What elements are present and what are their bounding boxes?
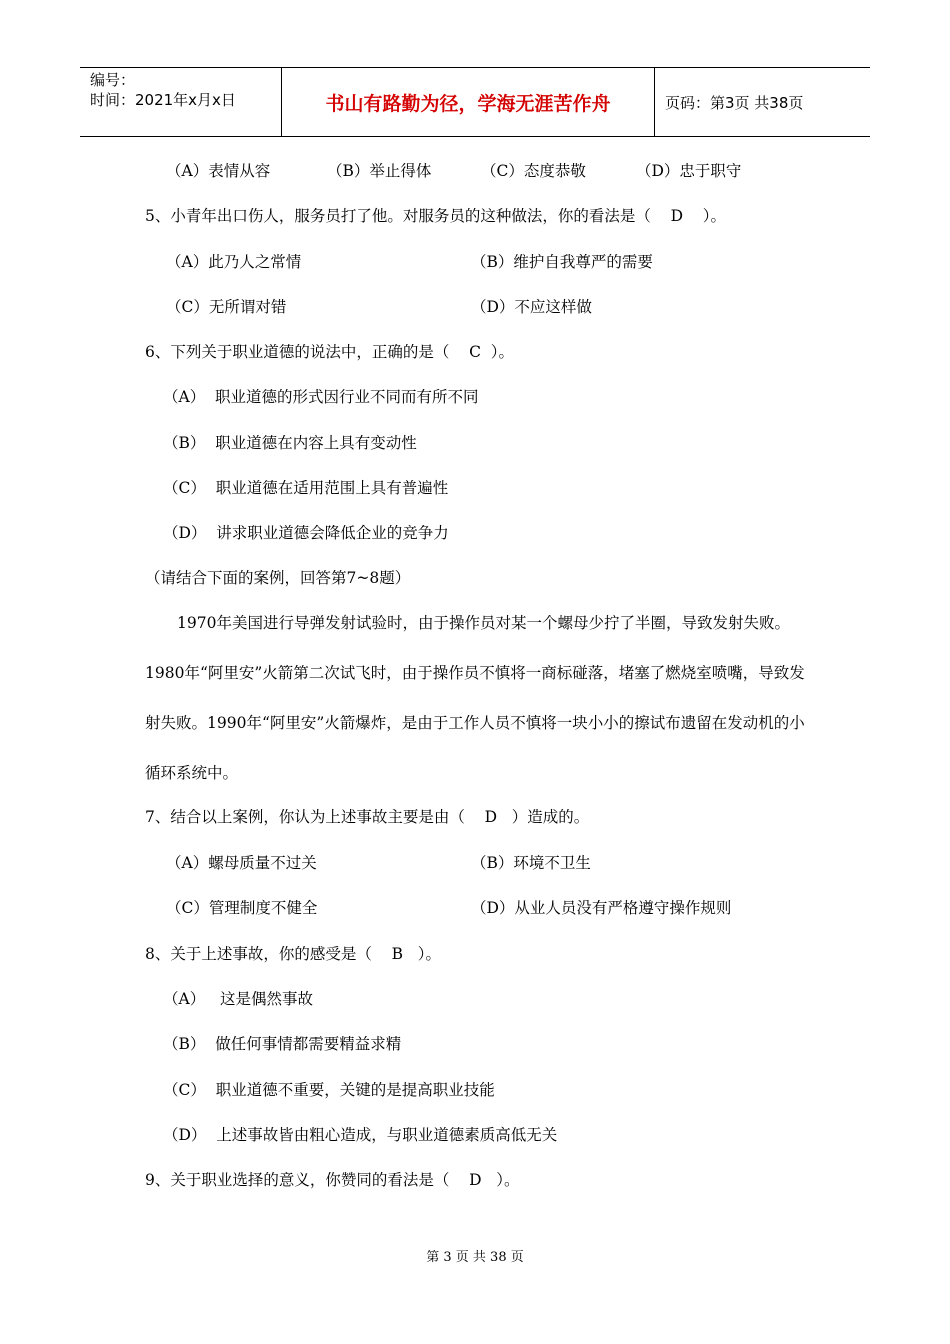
q6-option-d: （D） 讲求职业道德会降低企业的竞争力 bbox=[163, 524, 449, 542]
header-page-info: 页码：第3页 共38页 bbox=[665, 93, 804, 112]
q4-option-b: （B）举止得体 bbox=[327, 162, 432, 180]
q8-option-b: （B） 做任何事情都需要精益求精 bbox=[163, 1035, 402, 1053]
serial-label: 编号： bbox=[90, 71, 136, 89]
question-5: 5、小青年出口伤人，服务员打了他。对服务员的这种做法，你的看法是（ D ）。 bbox=[145, 207, 726, 225]
case-paragraph bbox=[145, 598, 810, 798]
header-motto: 书山有路勤为径，学海无涯苦作舟 bbox=[282, 68, 655, 136]
q8-option-a: （A） 这是偶然事故 bbox=[163, 990, 313, 1008]
q5-option-d: （D）不应这样做 bbox=[471, 298, 592, 316]
question-7: 7、结合以上案例，你认为上述事故主要是由（ D ）造成的。 bbox=[145, 808, 590, 826]
case-intro: （请结合下面的案例，回答第7~8题） bbox=[145, 569, 411, 587]
q8-option-c: （C） 职业道德不重要，关键的是提高职业技能 bbox=[163, 1081, 495, 1099]
page-footer: 第 3 页 共 38 页 bbox=[426, 1250, 524, 1265]
q7-option-b: （B）环境不卫生 bbox=[471, 854, 591, 872]
q4-option-c: （C）态度恭敬 bbox=[481, 162, 586, 180]
page-header bbox=[80, 67, 870, 137]
q5-option-b: （B）维护自我尊严的需要 bbox=[471, 253, 653, 271]
q4-option-a: （A）表情从容 bbox=[166, 162, 271, 180]
q6-option-b: （B） 职业道德在内容上具有变动性 bbox=[163, 434, 417, 452]
question-8: 8、关于上述事故，你的感受是（ B ）。 bbox=[145, 945, 441, 963]
header-meta bbox=[80, 68, 282, 136]
q4-option-d: （D）忠于职守 bbox=[636, 162, 742, 180]
q7-option-a: （A）螺母质量不过关 bbox=[166, 854, 317, 872]
q5-option-c: （C）无所谓对错 bbox=[166, 298, 287, 316]
q6-option-a: （A） 职业道德的形式因行业不同而有所不同 bbox=[163, 388, 479, 406]
q6-option-c: （C） 职业道德在适用范围上具有普遍性 bbox=[163, 479, 449, 497]
q7-option-d: （D）从业人员没有严格遵守操作规则 bbox=[471, 899, 732, 917]
q8-option-d: （D） 上述事故皆由粗心造成，与职业道德素质高低无关 bbox=[163, 1126, 558, 1144]
date-label: 时间：2021年x月x日 bbox=[90, 91, 236, 109]
question-9: 9、关于职业选择的意义，你赞同的看法是（ D ）。 bbox=[145, 1171, 520, 1189]
case-text: 1970年美国进行导弹发射试验时，由于操作员对某一个螺母少拧了半圈，导致发射失败。1980年“阿里安”火箭第二次试飞时，由于操作员不慎将一商标碰落，堵塞了燃烧室喷嘴，导致发射失败。1990年“阿里安”火箭爆炸，是由于工作人员不慎将一块小小的擦试布遗留在发动机的小循环系统中。 bbox=[145, 614, 805, 782]
q5-option-a: （A）此乃人之常情 bbox=[166, 253, 302, 271]
q7-option-c: （C）管理制度不健全 bbox=[166, 899, 318, 917]
question-6: 6、下列关于职业道德的说法中，正确的是（ C ）。 bbox=[145, 343, 515, 361]
